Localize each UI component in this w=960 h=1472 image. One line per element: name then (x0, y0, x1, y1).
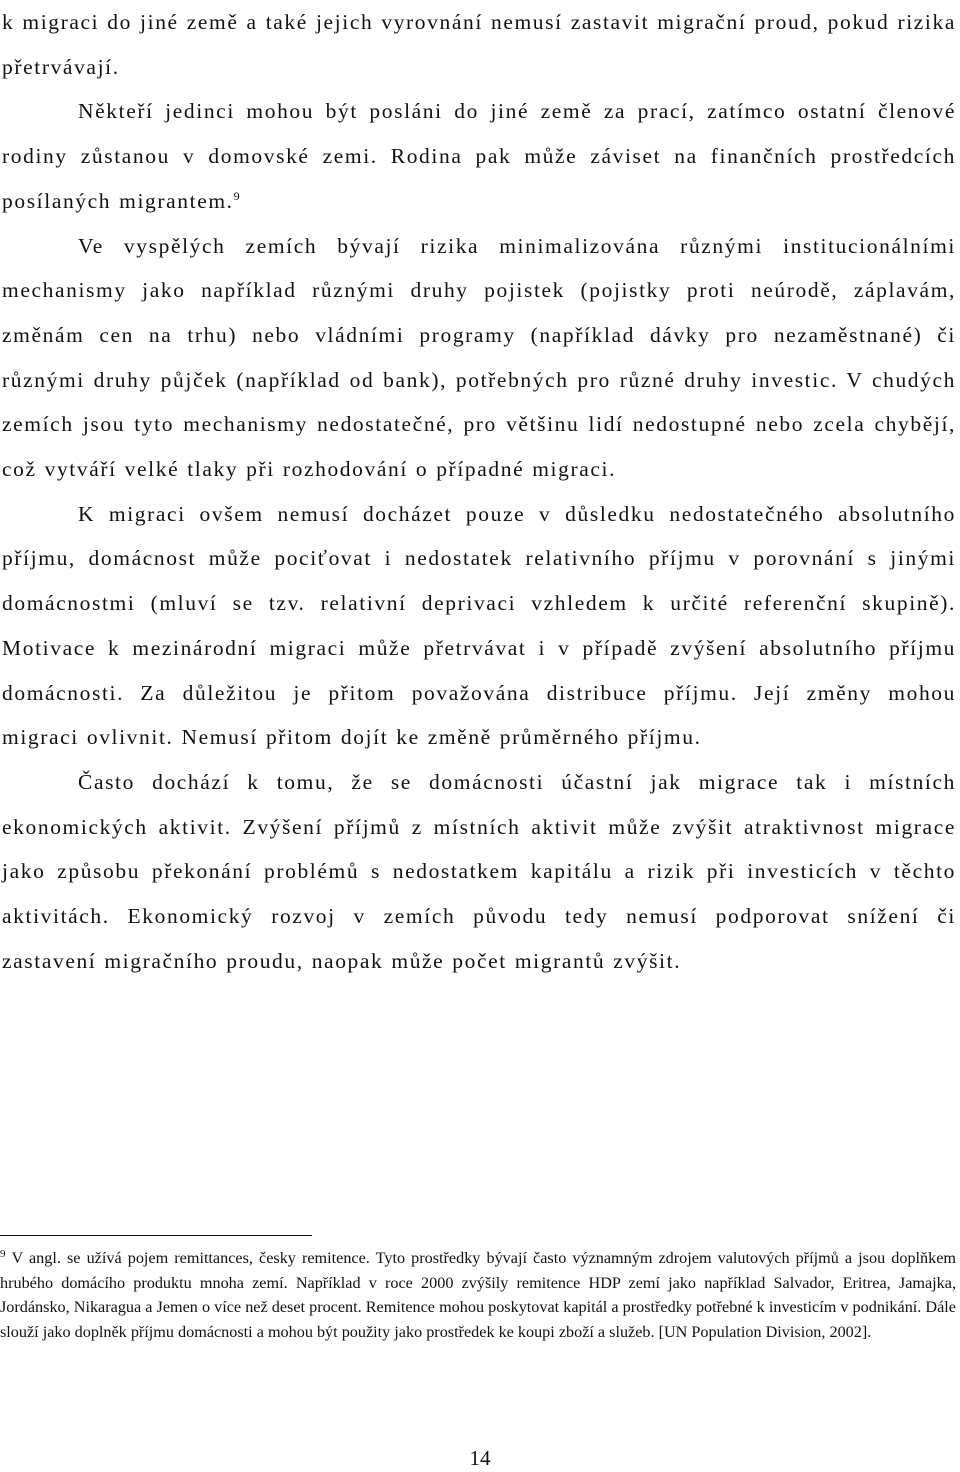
paragraph-local-activities (2, 760, 956, 984)
footnote-text: V angl. se užívá pojem remittances, česky remitence. Tyto prostředky bývají často významným zdrojem valutových příjmů a jsou doplňkem hrubého domácího produktu mnoha zemí. Například v roce 2000 zvýšily remitence HDP zemí jako například Salvador, Eritrea, Jamajka, Jordánsko, Nikaragua a Jemen o více než deset procent. Remitence mohou poskytovat kapitál a prostředky potřebné k investicím v podnikání. Dále slouží jako doplněk příjmu domácnosti a mohou být použity jako prostředek ke koupi zboží a služeb. [UN Population Division, 2002]. (0, 1249, 956, 1341)
footnote-reference[interactable]: 9 (233, 188, 240, 203)
paragraph-3-text: K migraci ovšem nemusí docházet pouze v důsledku nedostatečného absolutního příjmu, domácnost může pociťovat i nedostatek relativního příjmu v porovnání s jinými domácnostmi (mluví se tzv. relativní deprivaci vzhledem k určité referenční skupině). Motivace k mezinárodní migraci může přetrvávat i v případě zvýšení absolutního příjmu domácnosti. Za důležitou je přitom považována distribuce příjmu. Její změny mohou migraci ovlivnit. Nemusí přitom dojít ke změně průměrného příjmu. (2, 501, 956, 750)
paragraph-0-text: k migraci do jiné země a také jejich vyrovnání nemusí zastavit migrační proud, pokud rizika přetrvávají. (2, 10, 956, 79)
footnote (0, 1246, 956, 1344)
page-number: 14 (469, 1446, 491, 1470)
footnote-divider (0, 1235, 312, 1236)
paragraph-relative-deprivation (2, 492, 956, 760)
paragraph-remittances (2, 89, 956, 223)
paragraph-continuation (2, 0, 956, 89)
main-text (2, 0, 956, 983)
footnote-marker: 9 (0, 1247, 6, 1260)
paragraph-1-text: Někteří jedinci mohou být posláni do jiné země za prací, zatímco ostatní členové rodiny zůstanou v domovské zemi. Rodina pak může záviset na finančních prostředcích posílaných migrantem. (2, 99, 956, 213)
paragraph-risk-mechanisms (2, 224, 956, 492)
paragraph-2-text: Ve vyspělých zemích bývají rizika minimalizována různými institucionálními mechanismy jako například různými druhy pojistek (pojistky proti neúrodě, záplavám, změnám cen na trhu) nebo vládními programy (například dávky pro nezaměstnané) či různými druhy půjček (například od bank), potřebných pro různé druhy investic. V chudých zemích jsou tyto mechanismy nedostatečné, pro většinu lidí nedostupné nebo zcela chybějí, což vytváří velké tlaky při rozhodování o případné migraci. (2, 233, 956, 482)
paragraph-4-text: Často dochází k tomu, že se domácnosti účastní jak migrace tak i místních ekonomických aktivit. Zvýšení příjmů z místních aktivit může zvýšit atraktivnost migrace jako způsobu překonání problémů s nedostatkem kapitálu a rizik při investicích v těchto aktivitách. Ekonomický rozvoj v zemích původu tedy nemusí podporovat snížení či zastavení migračního proudu, naopak může počet migrantů zvýšit. (2, 769, 956, 973)
